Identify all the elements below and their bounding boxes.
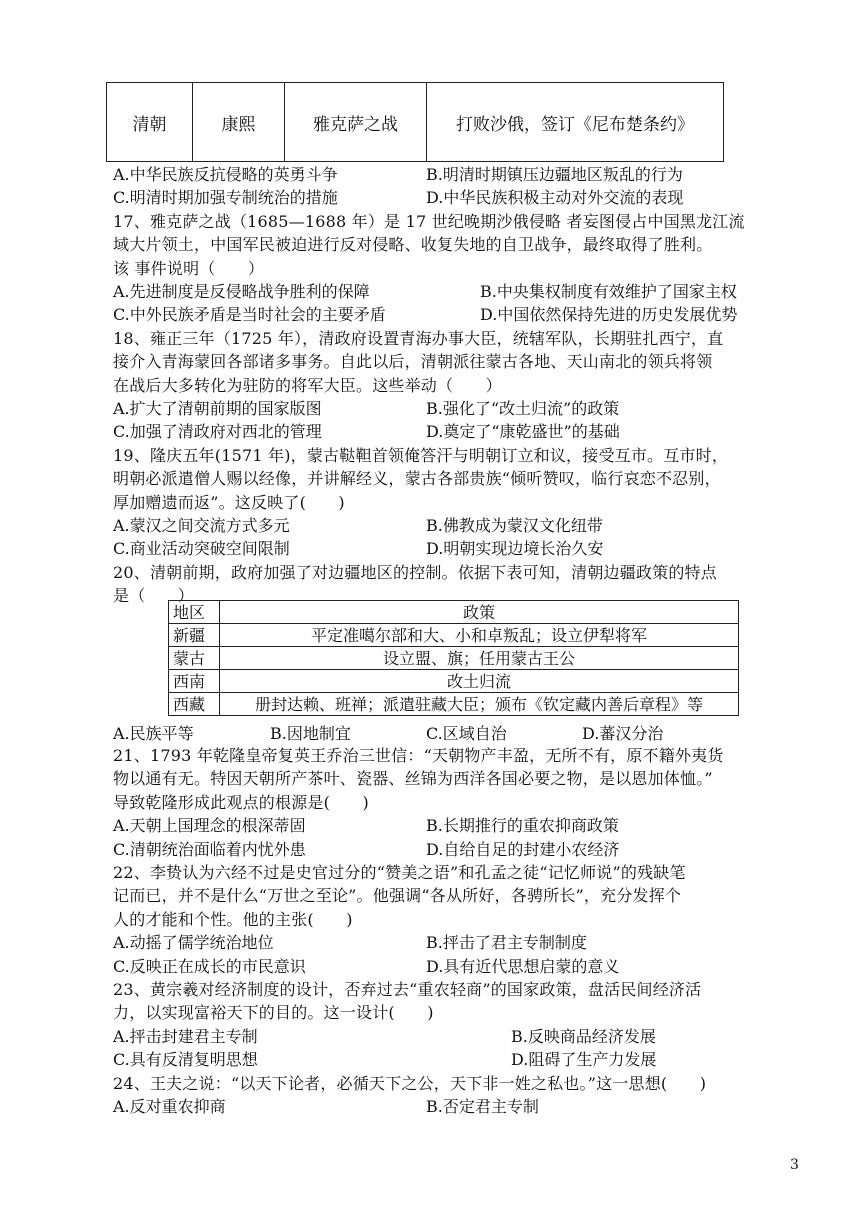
question-line: 23、黄宗羲对经济制度的设计，否弃过去“重农轻商”的国家政策，盘活民间经济活: [113, 980, 702, 999]
question-line: 域大片领土，中国军民被迫进行反对侵略、收复失地的自卫战争，最终取得了胜利。: [113, 235, 713, 255]
table-header-policy: 政策: [220, 601, 739, 624]
option-left: C.商业活动突破空间限制: [113, 539, 290, 559]
option-left: C.反映正在成长的市民意识: [113, 956, 306, 976]
question-line: 明朝必派遣僧人赐以经像，并讲解经义，蒙古各部贵族“倾听赞叹，临行哀恋不忍别，: [113, 469, 721, 489]
table-row: [169, 670, 739, 693]
table-row: [169, 647, 739, 670]
option-left: A.抨击封建君主专制: [113, 1026, 258, 1046]
option-right: B.明清时期镇压边疆地区叛乱的行为: [426, 165, 683, 184]
option-right: B.反映商品经济发展: [511, 1026, 656, 1046]
question-line: 17、雅克萨之战（1685—1688 年）是 17 世纪晚期沙俄侵略 者妄图侵占中国黑龙江流: [113, 211, 745, 231]
option-left: A.中华民族反抗侵略的英勇斗争: [113, 165, 338, 184]
option-left: A.动摇了儒学统治地位: [113, 933, 274, 953]
table-cell: 平定准噶尔部和大、小和卓叛乱；设立伊犁将军: [220, 624, 739, 647]
option-a: A.民族平等: [113, 724, 194, 743]
question-line: 厚加赠遗而返”。这反映了( ): [113, 492, 345, 512]
policy-table: [168, 600, 739, 716]
table-cell: 康熙: [193, 83, 285, 162]
question-line: 人的才能和个性。他的主张( ): [113, 909, 353, 929]
page-number: 3: [790, 1157, 799, 1173]
table-row: [169, 601, 739, 624]
table-cell: 西藏: [169, 693, 220, 716]
option-left: A.反对重农抑商: [113, 1097, 226, 1116]
question-line: 力，以实现富裕天下的目的。这一设计( ): [113, 1003, 434, 1023]
question-line: 导致乾隆形成此观点的根源是( ): [113, 792, 369, 812]
option-left: C.明清时期加强专制统治的措施: [113, 188, 338, 208]
option-left: C.具有反清复明思想: [113, 1050, 258, 1070]
table-header-region: 地区: [169, 601, 220, 624]
question-line: 是（ ）: [113, 586, 195, 606]
table-row: [169, 693, 739, 716]
question-line: 18、雍正三年（1725 年），清政府设置青海办事大臣，统辖军队，长期驻扎西宁，直: [113, 328, 724, 348]
question-line: 24、王夫之说：“以天下论者，必循天下之公，天下非一姓之私也。”这一思想( ): [113, 1073, 707, 1093]
option-right: D.阻碍了生产力发展: [511, 1050, 657, 1070]
question-line: 20、清朝前期，政府加强了对边疆地区的控制。依据下表可知，清朝边疆政策的特点: [113, 562, 717, 582]
table-cell: 蒙古: [169, 647, 220, 670]
event-table: [106, 82, 724, 162]
table-cell: 册封达赖、班禅；派遣驻藏大臣；颁布《钦定藏内善后章程》等: [220, 693, 739, 716]
question-line: 22、李贽认为六经不过是史官过分的“赞美之语”和孔孟之徒“记忆师说”的残缺笔: [113, 863, 686, 882]
option-right: D.具有近代思想启蒙的意义: [426, 956, 620, 976]
option-left: A.扩大了清朝前期的国家版图: [113, 399, 322, 418]
table-cell: 清朝: [107, 83, 193, 162]
option-right: B.否定君主专制: [426, 1097, 539, 1116]
question-line: 接介入青海蒙回各部诸多事务。自此以后，清朝派往蒙古各地、天山南北的领兵将领: [113, 352, 713, 372]
option-right: B.抨击了君主专制制度: [426, 933, 587, 953]
option-left: A.先进制度是反侵略战争胜利的保障: [113, 282, 370, 301]
table-row: [107, 83, 724, 162]
option-left: A.天朝上国理念的根深蒂固: [113, 816, 306, 836]
option-right: B.长期推行的重农抑商政策: [426, 816, 619, 836]
option-left: A.蒙汉之间交流方式多元: [113, 516, 290, 535]
option-right: D.自给自足的封建小农经济: [426, 839, 620, 859]
question-line: 21、1793 年乾隆皇帝复英王乔治三世信：“天朝物产丰盈，无所不有，原不籍外夷货: [113, 746, 724, 765]
option-c: C.区域自治: [426, 724, 507, 743]
table-row: [169, 624, 739, 647]
option-d: D.蕃汉分治: [582, 724, 664, 743]
question-line: 记而已，并不是什么“万世之至论”。他强调“各从所好，各骋所长”，充分发挥个: [113, 886, 682, 906]
option-right: B.佛教成为蒙汉文化纽带: [426, 516, 603, 535]
question-line: 物以通有无。特因天朝所产茶叶、瓷器、丝锦为西洋各国必要之物，是以恩加体恤。”: [113, 769, 713, 789]
option-right: D.中华民族积极主动对外交流的表现: [426, 188, 684, 208]
option-b: B.因地制宜: [270, 724, 351, 743]
table-cell: 设立盟、旗；任用蒙古王公: [220, 647, 739, 670]
option-right: D.明朝实现边境长治久安: [426, 539, 604, 559]
table-cell: 打败沙俄，签订《尼布楚条约》: [427, 83, 724, 162]
option-left: C.中外民族矛盾是当时社会的主要矛盾: [113, 305, 386, 325]
table-cell: 雅克萨之战: [285, 83, 427, 162]
table-cell: 改土归流: [220, 670, 739, 693]
table-cell: 新疆: [169, 624, 220, 647]
option-right: D.奠定了“康乾盛世”的基础: [426, 422, 620, 442]
table-cell: 西南: [169, 670, 220, 693]
question-line: 19、隆庆五年(1571 年)，蒙古鞑靼首领俺答汗与明朝订立和议，接受互市。互市时，: [113, 445, 729, 465]
option-right: B.强化了“改土归流”的政策: [426, 399, 620, 418]
option-left: C.加强了清政府对西北的管理: [113, 422, 322, 442]
option-right: B.中央集权制度有效维护了国家主权: [480, 282, 737, 301]
question-line: 在战后大多转化为驻防的将军大臣。这些举动（ ）: [113, 375, 502, 395]
option-left: C.清朝统治面临着内忧外患: [113, 839, 306, 859]
question-line: 该 事件说明（ ）: [113, 258, 265, 278]
option-right: D.中国依然保持先进的历史发展优势: [480, 305, 738, 325]
